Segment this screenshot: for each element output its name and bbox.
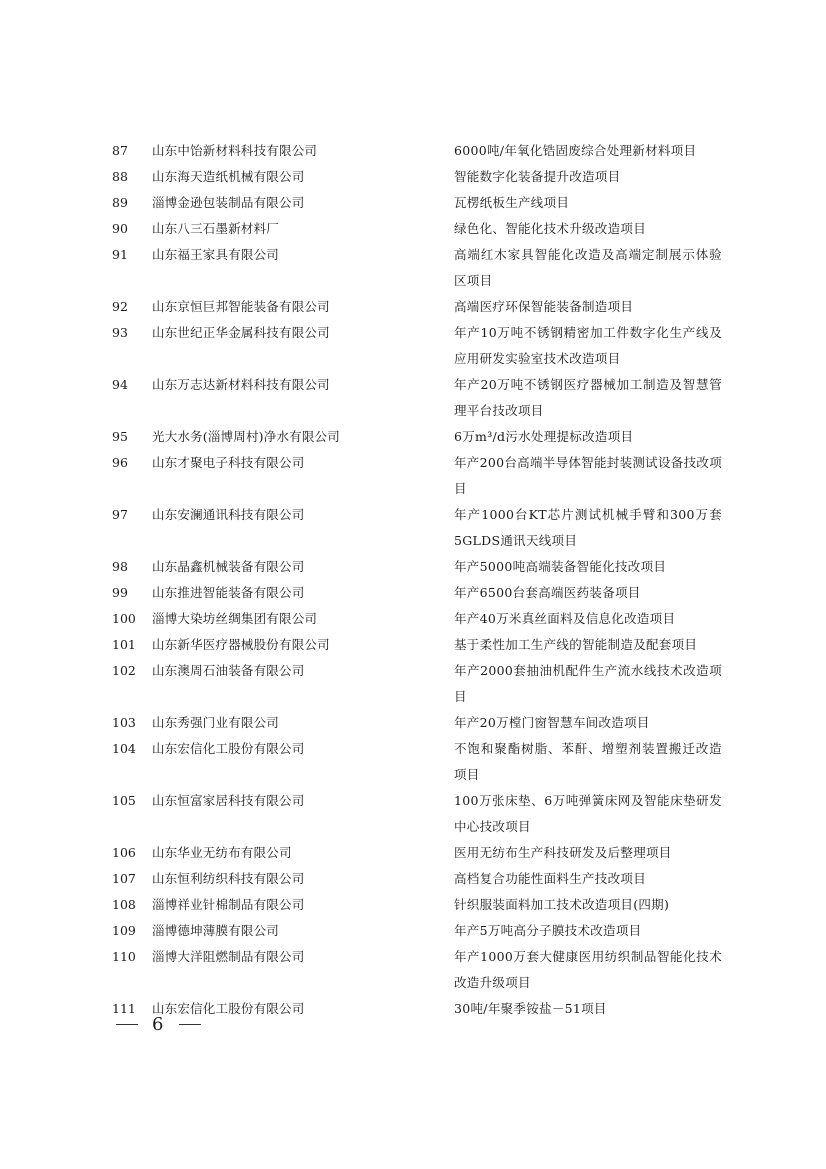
project-name: 高端红木家具智能化改造及高端定制展示体验区项目 bbox=[454, 247, 722, 288]
row-number: 110 bbox=[112, 949, 136, 964]
footer-dash-left bbox=[116, 1024, 138, 1025]
company-name: 山东推进智能装备有限公司 bbox=[152, 585, 305, 600]
table-row bbox=[108, 372, 728, 424]
row-number: 89 bbox=[112, 195, 128, 210]
table-row bbox=[108, 944, 728, 996]
row-number: 104 bbox=[112, 741, 136, 756]
row-number: 105 bbox=[112, 793, 136, 808]
footer-dash-right bbox=[179, 1024, 201, 1025]
project-name: 年产200台高端半导体智能封装测试设备技改项目 bbox=[454, 455, 722, 496]
row-number: 95 bbox=[112, 429, 128, 444]
row-number: 98 bbox=[112, 559, 128, 574]
company-name: 山东京恒巨邦智能装备有限公司 bbox=[152, 299, 330, 314]
company-name: 淄博德坤薄膜有限公司 bbox=[152, 923, 280, 938]
row-number: 91 bbox=[112, 247, 128, 262]
project-name: 高端医疗环保智能装备制造项目 bbox=[454, 299, 634, 314]
company-name: 山东宏信化工股份有限公司 bbox=[152, 741, 305, 756]
row-number: 92 bbox=[112, 299, 128, 314]
project-name: 绿色化、智能化技术升级改造项目 bbox=[454, 221, 647, 236]
table-row bbox=[108, 606, 728, 632]
project-name: 30吨/年聚季铵盐－51项目 bbox=[454, 1001, 607, 1016]
table-row bbox=[108, 788, 728, 840]
row-number: 94 bbox=[112, 377, 128, 392]
project-name: 年产5万吨高分子膜技术改造项目 bbox=[454, 923, 642, 938]
row-number: 87 bbox=[112, 143, 128, 158]
table-row bbox=[108, 580, 728, 606]
company-name: 山东宏信化工股份有限公司 bbox=[152, 1001, 305, 1016]
table-row bbox=[108, 866, 728, 892]
row-number: 101 bbox=[112, 637, 136, 652]
company-name: 山东福王家具有限公司 bbox=[152, 247, 280, 262]
page-number: 6 bbox=[152, 1014, 166, 1035]
row-number: 107 bbox=[112, 871, 136, 886]
company-name: 山东恒利纺织科技有限公司 bbox=[152, 871, 305, 886]
table-row bbox=[108, 554, 728, 580]
project-name: 年产2000套抽油机配件生产流水线技术改造项目 bbox=[454, 663, 722, 704]
project-name: 6000吨/年氧化锆固废综合处理新材料项目 bbox=[454, 143, 697, 158]
project-name: 年产20万樘门窗智慧车间改造项目 bbox=[454, 715, 650, 730]
company-name: 光大水务(淄博周村)净水有限公司 bbox=[152, 429, 340, 444]
company-name: 淄博祥业针棉制品有限公司 bbox=[152, 897, 305, 912]
project-name: 针织服装面料加工技术改造项目(四期) bbox=[454, 897, 670, 912]
table-row bbox=[108, 242, 728, 294]
table-row bbox=[108, 424, 728, 450]
row-number: 111 bbox=[112, 1001, 136, 1016]
row-number: 97 bbox=[112, 507, 128, 522]
project-name: 不饱和聚酯树脂、苯酐、增塑剂装置搬迁改造项目 bbox=[454, 741, 722, 782]
table-row bbox=[108, 736, 728, 788]
company-name: 山东海天造纸机械有限公司 bbox=[152, 169, 305, 184]
project-name: 年产1000台KT芯片测试机械手臂和300万套5GLDS通讯天线项目 bbox=[454, 507, 722, 548]
row-number: 108 bbox=[112, 897, 136, 912]
project-name: 100万张床垫、6万吨弹簧床网及智能床垫研发中心技改项目 bbox=[454, 793, 722, 834]
row-number: 93 bbox=[112, 325, 128, 340]
table-row bbox=[108, 450, 728, 502]
company-name: 淄博金逊包装制品有限公司 bbox=[152, 195, 305, 210]
table-row bbox=[108, 138, 728, 164]
project-table bbox=[108, 138, 728, 1022]
table-row bbox=[108, 918, 728, 944]
company-name: 淄博大染坊丝绸集团有限公司 bbox=[152, 611, 318, 626]
row-number: 99 bbox=[112, 585, 128, 600]
project-name: 年产1000万套大健康医用纺织制品智能化技术改造升级项目 bbox=[454, 949, 722, 990]
company-name: 山东新华医疗器械股份有限公司 bbox=[152, 637, 330, 652]
company-name: 山东世纪正华金属科技有限公司 bbox=[152, 325, 330, 340]
project-name: 瓦楞纸板生产线项目 bbox=[454, 195, 570, 210]
row-number: 88 bbox=[112, 169, 128, 184]
table-row bbox=[108, 502, 728, 554]
project-name: 6万m³/d污水处理提标改造项目 bbox=[454, 429, 634, 444]
company-name: 山东澳周石油装备有限公司 bbox=[152, 663, 305, 678]
company-name: 山东秀强门业有限公司 bbox=[152, 715, 280, 730]
company-name: 山东晶鑫机械装备有限公司 bbox=[152, 559, 305, 574]
table-row bbox=[108, 840, 728, 866]
row-number: 100 bbox=[112, 611, 136, 626]
table-row bbox=[108, 216, 728, 242]
table-row bbox=[108, 294, 728, 320]
project-name: 年产5000吨高端装备智能化技改项目 bbox=[454, 559, 667, 574]
row-number: 103 bbox=[112, 715, 136, 730]
table-row bbox=[108, 892, 728, 918]
company-name: 山东八三石墨新材料厂 bbox=[152, 221, 280, 236]
project-name: 年产6500台套高端医药装备项目 bbox=[454, 585, 641, 600]
company-name: 山东中饴新材料科技有限公司 bbox=[152, 143, 318, 158]
project-name: 智能数字化装备提升改造项目 bbox=[454, 169, 621, 184]
company-name: 山东万志达新材料科技有限公司 bbox=[152, 377, 330, 392]
row-number: 109 bbox=[112, 923, 136, 938]
company-name: 山东安澜通讯科技有限公司 bbox=[152, 507, 305, 522]
row-number: 90 bbox=[112, 221, 128, 236]
table-row bbox=[108, 632, 728, 658]
company-name: 淄博大洋阻燃制品有限公司 bbox=[152, 949, 305, 964]
project-name: 医用无纺布生产科技研发及后整理项目 bbox=[454, 845, 672, 860]
company-name: 山东才聚电子科技有限公司 bbox=[152, 455, 305, 470]
table-row bbox=[108, 658, 728, 710]
table-row bbox=[108, 190, 728, 216]
project-name: 年产20万吨不锈钢医疗器械加工制造及智慧管理平台技改项目 bbox=[454, 377, 722, 418]
company-name: 山东恒富家居科技有限公司 bbox=[152, 793, 305, 808]
table-row bbox=[108, 320, 728, 372]
row-number: 96 bbox=[112, 455, 128, 470]
project-name: 高档复合功能性面料生产技改项目 bbox=[454, 871, 647, 886]
row-number: 102 bbox=[112, 663, 136, 678]
project-name: 年产40万米真丝面料及信息化改造项目 bbox=[454, 611, 676, 626]
company-name: 山东华业无纺布有限公司 bbox=[152, 845, 292, 860]
page-footer bbox=[116, 1014, 201, 1035]
project-name: 基于柔性加工生产线的智能制造及配套项目 bbox=[454, 637, 698, 652]
table-row bbox=[108, 710, 728, 736]
project-name: 年产10万吨不锈钢精密加工件数字化生产线及应用研发实验室技术改造项目 bbox=[454, 325, 722, 366]
row-number: 106 bbox=[112, 845, 136, 860]
table-row bbox=[108, 164, 728, 190]
